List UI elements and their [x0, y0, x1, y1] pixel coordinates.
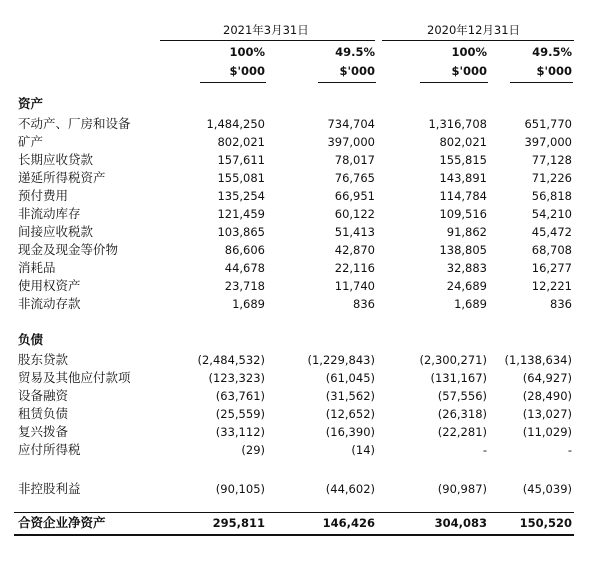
period-header-2021: 2021年3月31日: [223, 23, 309, 37]
value-cell: 32,883: [446, 261, 487, 275]
section-title: 负债: [18, 332, 44, 347]
value-cell: 1,484,250: [206, 117, 265, 131]
row-label: 预付费用: [18, 188, 69, 203]
value-cell: (123,323): [208, 371, 265, 385]
value-cell: 1,689: [232, 297, 265, 311]
table-row: [0, 369, 600, 387]
unit-underline-1: [200, 82, 266, 83]
value-cell: 304,083: [434, 516, 487, 530]
value-cell: 23,718: [224, 279, 265, 293]
value-cell: (2,300,271): [419, 353, 487, 367]
value-cell: (1,138,634): [504, 353, 572, 367]
value-cell: (2,484,532): [197, 353, 265, 367]
value-cell: (90,987): [437, 482, 487, 496]
table-row: [0, 423, 600, 441]
total-bottom-rule: [14, 534, 574, 536]
value-cell: (57,556): [437, 389, 487, 403]
value-cell: 150,520: [519, 516, 572, 530]
unit-cell: $'000: [536, 64, 572, 78]
unit-underline-2: [318, 82, 376, 83]
row-label: 非流动存款: [18, 296, 81, 311]
value-cell: 76,765: [334, 171, 375, 185]
liabilities-section-title: [0, 331, 600, 349]
table-row: [0, 387, 600, 405]
value-cell: 16,277: [531, 261, 572, 275]
value-cell: 155,081: [217, 171, 265, 185]
row-label: 股东贷款: [18, 352, 69, 367]
row-label: 递延所得税资产: [18, 170, 106, 185]
row-label: 贸易及其他应付款项: [18, 370, 131, 385]
row-label: 消耗品: [18, 260, 56, 275]
value-cell: 66,951: [334, 189, 375, 203]
value-cell: 86,606: [224, 243, 265, 257]
row-label: 间接应收税款: [18, 224, 94, 239]
value-cell: (131,167): [430, 371, 487, 385]
value-cell: 143,891: [439, 171, 487, 185]
value-cell: (31,562): [325, 389, 375, 403]
value-cell: (22,281): [437, 425, 487, 439]
value-cell: 103,865: [217, 225, 265, 239]
unit-row: [0, 62, 600, 80]
row-label: 设备融资: [18, 388, 69, 403]
value-cell: 651,770: [524, 117, 572, 131]
row-label: 非控股利益: [18, 481, 81, 496]
value-cell: (63,761): [215, 389, 265, 403]
value-cell: (44,602): [325, 482, 375, 496]
pct-cell: 100%: [451, 45, 487, 59]
value-cell: (25,559): [215, 407, 265, 421]
unit-cell: $'000: [339, 64, 375, 78]
table-row: [0, 223, 600, 241]
table-row: [0, 441, 600, 459]
value-cell: 44,678: [224, 261, 265, 275]
table-row: [0, 133, 600, 151]
value-cell: 836: [353, 297, 375, 311]
value-cell: (29): [241, 443, 265, 457]
value-cell: (11,029): [522, 425, 572, 439]
row-label: 使用权资产: [18, 278, 81, 293]
value-cell: 836: [550, 297, 572, 311]
value-cell: (1,229,843): [307, 353, 375, 367]
value-cell: (14): [351, 443, 375, 457]
value-cell: 135,254: [217, 189, 265, 203]
section-title: 资产: [18, 96, 44, 111]
value-cell: 155,815: [439, 153, 487, 167]
pct-cell: 49.5%: [335, 45, 375, 59]
value-cell: 11,740: [334, 279, 375, 293]
value-cell: 60,122: [334, 207, 375, 221]
total-row: [0, 514, 600, 532]
table-row: [0, 259, 600, 277]
header-rule-2020: [382, 40, 574, 41]
value-cell: 121,459: [217, 207, 265, 221]
value-cell: (33,112): [215, 425, 265, 439]
value-cell: 45,472: [531, 225, 572, 239]
value-cell: (64,927): [522, 371, 572, 385]
value-cell: 68,708: [531, 243, 572, 257]
header-rule-2021: [160, 40, 375, 41]
value-cell: (13,027): [522, 407, 572, 421]
value-cell: 71,226: [531, 171, 572, 185]
table-row: [0, 277, 600, 295]
value-cell: 91,862: [446, 225, 487, 239]
minority-interest-row: [0, 480, 600, 498]
assets-section-title: [0, 95, 600, 113]
value-cell: 42,870: [334, 243, 375, 257]
table-row: [0, 151, 600, 169]
value-cell: (16,390): [325, 425, 375, 439]
table-row: [0, 205, 600, 223]
value-cell: 295,811: [212, 516, 265, 530]
table-row: [0, 405, 600, 423]
value-cell: 802,021: [439, 135, 487, 149]
row-label: 租赁负债: [18, 406, 69, 421]
table-row: [0, 295, 600, 313]
table-row: [0, 115, 600, 133]
value-cell: 22,116: [334, 261, 375, 275]
row-label: 复兴拨备: [18, 424, 69, 439]
value-cell: 734,704: [327, 117, 375, 131]
value-cell: (26,318): [437, 407, 487, 421]
unit-underline-4: [510, 82, 573, 83]
value-cell: (28,490): [522, 389, 572, 403]
row-label: 合资企业净资产: [18, 515, 106, 530]
row-label: 不动产、厂房和设备: [18, 116, 131, 131]
table-row: [0, 169, 600, 187]
value-cell: 802,021: [217, 135, 265, 149]
value-cell: 397,000: [327, 135, 375, 149]
table-row: [0, 351, 600, 369]
row-label: 应付所得税: [18, 442, 81, 457]
value-cell: 1,316,708: [428, 117, 487, 131]
value-cell: (61,045): [325, 371, 375, 385]
value-cell: (45,039): [522, 482, 572, 496]
value-cell: 157,611: [217, 153, 265, 167]
value-cell: 56,818: [531, 189, 572, 203]
value-cell: 24,689: [446, 279, 487, 293]
value-cell: 146,426: [322, 516, 375, 530]
value-cell: 51,413: [334, 225, 375, 239]
value-cell: -: [482, 443, 487, 457]
value-cell: (12,652): [325, 407, 375, 421]
value-cell: (90,105): [215, 482, 265, 496]
value-cell: 77,128: [531, 153, 572, 167]
unit-cell: $'000: [229, 64, 265, 78]
value-cell: -: [567, 443, 572, 457]
value-cell: 1,689: [454, 297, 487, 311]
value-cell: 78,017: [334, 153, 375, 167]
row-label: 矿产: [18, 134, 44, 149]
pct-cell: 100%: [229, 45, 265, 59]
value-cell: 114,784: [439, 189, 487, 203]
total-top-rule: [14, 512, 574, 513]
value-cell: 109,516: [439, 207, 487, 221]
unit-underline-3: [420, 82, 488, 83]
table-row: [0, 187, 600, 205]
value-cell: 54,210: [531, 207, 572, 221]
value-cell: 397,000: [524, 135, 572, 149]
percentage-row: [0, 43, 600, 61]
pct-cell: 49.5%: [532, 45, 572, 59]
value-cell: 12,221: [531, 279, 572, 293]
value-cell: 138,805: [439, 243, 487, 257]
unit-cell: $'000: [451, 64, 487, 78]
row-label: 非流动库存: [18, 206, 81, 221]
row-label: 长期应收贷款: [18, 152, 94, 167]
period-header-2020: 2020年12月31日: [427, 23, 521, 37]
table-row: [0, 241, 600, 259]
row-label: 现金及现金等价物: [18, 242, 119, 257]
